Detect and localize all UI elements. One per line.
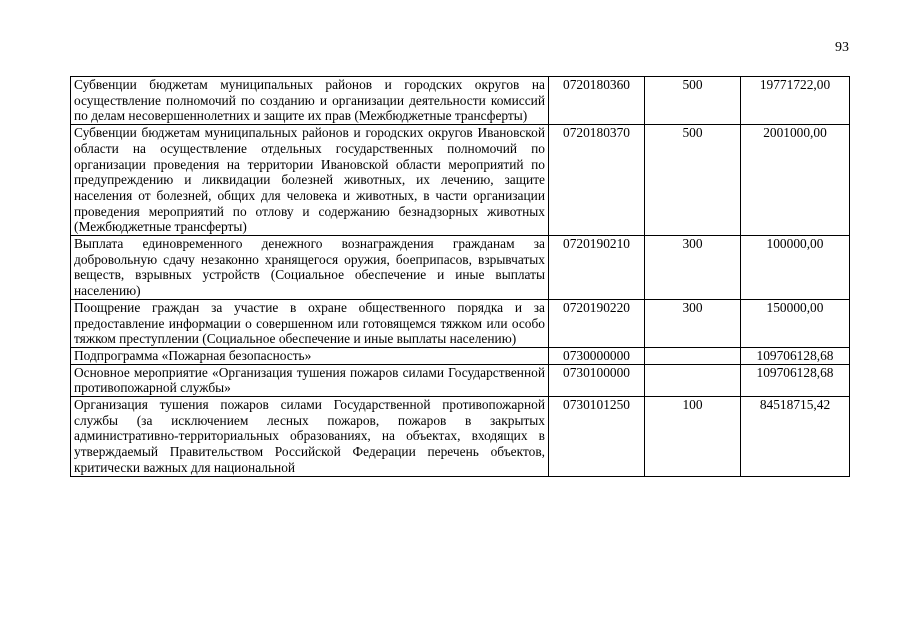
row-expense-type: 500 (645, 125, 741, 236)
row-code: 0730000000 (549, 347, 645, 364)
row-description: Подпрограмма «Пожарная безопасность» (71, 347, 549, 364)
table-row (71, 364, 850, 396)
row-amount: 100000,00 (741, 236, 850, 300)
page-number: 93 (835, 40, 849, 55)
table-row (71, 299, 850, 347)
row-amount: 2001000,00 (741, 125, 850, 236)
row-expense-type: 300 (645, 236, 741, 300)
row-description: Субвенции бюджетам муниципальных районов и городских округов на осуществление полномочий по созданию и организации деятельности комиссий по делам несовершеннолетних и защите их прав (Межбюджетные трансферты) (71, 77, 549, 125)
table-row (71, 77, 850, 125)
row-expense-type: 500 (645, 77, 741, 125)
row-description: Поощрение граждан за участие в охране общественного порядка и за предоставление информации о совершенном или готовящемся тяжком или особо тяжком преступлении (Социальное обеспечение и иные выплаты населению) (71, 299, 549, 347)
row-description: Выплата единовременного денежного вознаграждения гражданам за добровольную сдачу незаконно хранящегося оружия, боеприпасов, взрывчатых веществ, взрывных устройств (Социальное обеспечение и иные выплаты населению) (71, 236, 549, 300)
budget-table (70, 76, 850, 477)
row-code: 0730100000 (549, 364, 645, 396)
row-description: Субвенции бюджетам муниципальных районов и городских округов Ивановской области на осуществление отдельных государственных полномочий по организации проведения на территории Ивановской области мероприятий по предупреждению и ликвидации болезней животных, их лечению, защите населения от болезней, общих для человека и животных, в части организации проведения мероприятий по отлову и содержанию безнадзорных животных (Межбюджетные трансферты) (71, 125, 549, 236)
row-expense-type: 100 (645, 397, 741, 477)
row-expense-type (645, 347, 741, 364)
row-expense-type: 300 (645, 299, 741, 347)
row-code: 0720180370 (549, 125, 645, 236)
row-amount: 109706128,68 (741, 364, 850, 396)
row-code: 0720190220 (549, 299, 645, 347)
row-code: 0720180360 (549, 77, 645, 125)
row-amount: 19771722,00 (741, 77, 850, 125)
row-description: Организация тушения пожаров силами Государственной противопожарной службы (за исключением лесных пожаров, пожаров в закрытых административно-территориальных образованиях, на объектах, входящих в утверждаемый Правительством Российской Федерации перечень объектов, критически важных для национальной (71, 397, 549, 477)
row-amount: 150000,00 (741, 299, 850, 347)
table-row (71, 236, 850, 300)
row-code: 0720190210 (549, 236, 645, 300)
row-amount: 109706128,68 (741, 347, 850, 364)
table-row (71, 347, 850, 364)
table-row (71, 397, 850, 477)
row-code: 0730101250 (549, 397, 645, 477)
row-expense-type (645, 364, 741, 396)
row-amount: 84518715,42 (741, 397, 850, 477)
row-description: Основное мероприятие «Организация тушения пожаров силами Государственной противопожарной службы» (71, 364, 549, 396)
table-row (71, 125, 850, 236)
